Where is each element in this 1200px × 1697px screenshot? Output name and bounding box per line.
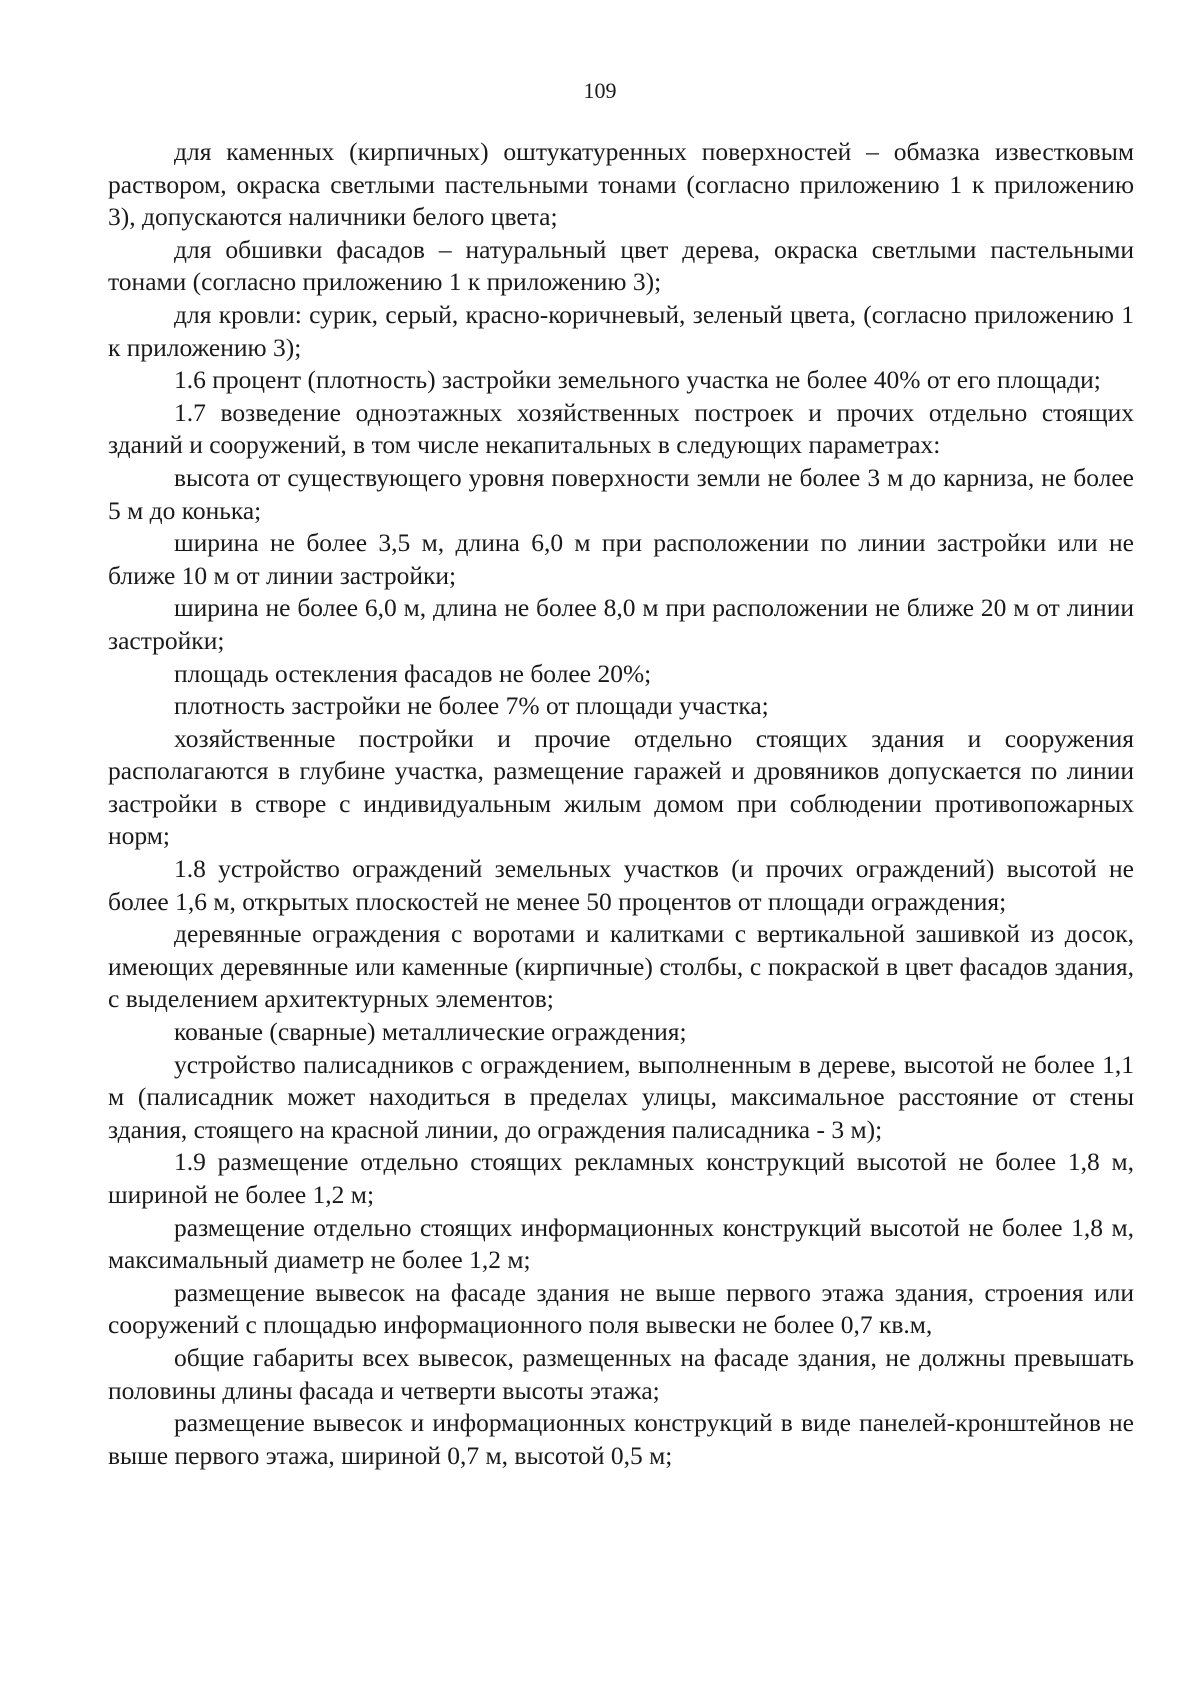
paragraph: для обшивки фасадов – натуральный цвет дерева, окраска светлыми пастельными тонами (согласно приложению 1 к приложению 3); [108, 234, 1134, 297]
paragraph: деревянные ограждения с воротами и калитками с вертикальной зашивкой из досок, имеющих деревянные или каменные (кирпичные) столбы, с покраской в цвет фасадов здания, с выделением архитектурных элементов; [108, 919, 1134, 1014]
paragraph: 1.8 устройство ограждений земельных участков (и прочих ограждений) высотой не более 1,6 м, открытых плоскостей не менее 50 процентов от площади ограждения; [108, 854, 1134, 916]
paragraph: 1.7 возведение одноэтажных хозяйственных построек и прочих отдельно стоящих зданий и сооружений, в том числе некапитальных в следующих параметрах: [108, 397, 1134, 460]
paragraph: размещение вывесок на фасаде здания не выше первого этажа здания, строения или сооружений с площадью информационного поля вывески не более 0,7 кв.м, [108, 1277, 1134, 1340]
paragraph: высота от существующего уровня поверхности земли не более 3 м до карниза, не более 5 м до конька; [108, 462, 1134, 525]
paragraph: плотность застройки не более 7% от площади участка; [174, 691, 769, 721]
paragraph: хозяйственные постройки и прочие отдельно стоящих здания и сооружения располагаются в глубине участка, размещение гаражей и дровяников допускается по линии застройки в створе с индивидуальным жилым домом при соблюдении противопожарных норм; [108, 723, 1134, 851]
paragraph: размещение отдельно стоящих информационных конструкций высотой не более 1,8 м, максимальный диаметр не более 1,2 м; [108, 1212, 1134, 1275]
paragraph: для кровли: сурик, серый, красно-коричневый, зеленый цвета, (согласно приложению 1 к приложению 3); [108, 299, 1134, 362]
paragraph: кованые (сварные) металлические ограждения; [174, 1017, 687, 1047]
paragraph: ширина не более 3,5 м, длина 6,0 м при расположении по линии застройки или не ближе 10 м от линии застройки; [108, 528, 1134, 590]
paragraph: площадь остекления фасадов не более 20%; [174, 658, 652, 688]
paragraph: устройство палисадников с ограждением, выполненным в дереве, высотой не более 1,1 м (палисадник может находиться в пределах улицы, максимальное расстояние от стены здания, стоящего на красной линии, до ограждения палисадника - 3 м); [108, 1049, 1134, 1144]
paragraph: размещение вывесок и информационных конструкций в виде панелей-кронштейнов не выше первого этажа, шириной 0,7 м, высотой 0,5 м; [108, 1408, 1134, 1470]
paragraph: 1.6 процент (плотность) застройки земельного участка не более 40% от его площади; [174, 365, 1101, 395]
page-number: 109 [583, 78, 617, 103]
paragraph: 1.9 размещение отдельно стоящих рекламных конструкций высотой не более 1,8 м, шириной не более 1,2 м; [108, 1147, 1134, 1209]
paragraph: общие габариты всех вывесок, размещенных на фасаде здания, не должны превышать половины длины фасада и четверти высоты этажа; [108, 1342, 1134, 1405]
paragraph: ширина не более 6,0 м, длина не более 8,0 м при расположении не ближе 20 м от линии застройки; [108, 593, 1134, 655]
paragraph: для каменных (кирпичных) оштукатуренных поверхностей – обмазка известковым раствором, окраска светлыми пастельными тонами (согласно приложению 1 к приложению 3), допускаются наличники белого цвета; [108, 137, 1134, 232]
document-body [108, 136, 1134, 1472]
